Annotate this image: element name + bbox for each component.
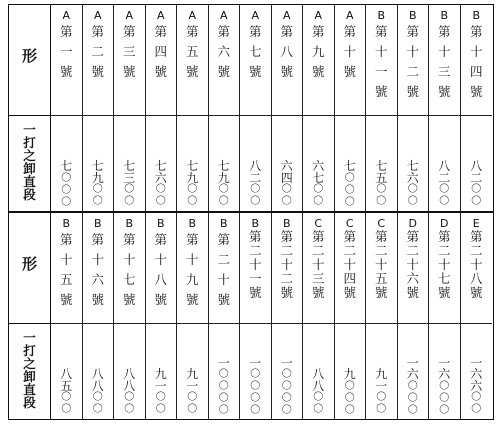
model-label <box>240 217 271 300</box>
series-letter: B <box>188 217 197 230</box>
series-letter: A <box>188 9 197 22</box>
column-bottom-5 <box>177 213 209 419</box>
model-label <box>51 9 82 82</box>
model-label <box>114 9 145 82</box>
column-bottom-8 <box>272 213 304 419</box>
column-top-11 <box>366 5 398 211</box>
model-label <box>303 217 334 300</box>
series-letter: D <box>408 217 417 230</box>
price-value: 七 六 〇 〇 <box>406 159 419 207</box>
column-bottom-1 <box>51 213 83 419</box>
column-top-7 <box>240 5 272 211</box>
model-number: 第 二 十 七 號 <box>437 229 451 300</box>
model-number: 第 十 二 號 <box>406 24 419 99</box>
model-number: 第 十 六 號 <box>91 232 104 307</box>
model-label <box>461 9 493 102</box>
price-value: 七 九 〇 〇 <box>217 159 230 207</box>
column-bottom-10 <box>335 213 367 419</box>
column-top-1 <box>51 5 83 211</box>
price-label: 一 打 之 卸 直 段 <box>23 330 36 410</box>
price-value: 一 六 六 〇 〇 <box>470 355 483 415</box>
price-value: 八 二 〇 〇 <box>249 159 262 207</box>
model-number: 第 四 號 <box>154 24 167 79</box>
table-block-lower <box>8 212 494 420</box>
series-letter: B <box>472 9 481 22</box>
column-bottom-11 <box>366 213 398 419</box>
row-header <box>9 213 51 419</box>
price-value: 六 四 〇 〇 <box>280 159 293 207</box>
model-label <box>272 9 303 82</box>
model-label <box>114 217 145 310</box>
column-bottom-9 <box>303 213 335 419</box>
series-letter: C <box>345 217 354 230</box>
series-letter: B <box>282 217 291 230</box>
series-letter: A <box>219 9 228 22</box>
model-label <box>335 9 366 82</box>
price-value: 一 〇 〇 〇 〇 <box>249 355 262 416</box>
model-label <box>177 9 208 82</box>
model-number: 第 九 號 <box>311 24 325 79</box>
series-letter: B <box>156 217 165 230</box>
model-number: 第 八 號 <box>280 24 293 79</box>
price-table <box>8 4 494 420</box>
column-top-9 <box>303 5 335 211</box>
column-top-6 <box>209 5 241 211</box>
model-label <box>177 217 208 310</box>
model-label <box>461 217 493 300</box>
price-value: 一 六 〇 〇 〇 <box>438 355 451 416</box>
price-value: 六 七 〇 〇 <box>312 159 325 207</box>
model-number: 第 六 號 <box>217 24 230 79</box>
model-number: 第 二 十 五 號 <box>374 229 388 300</box>
price-value: 七 六 〇 〇 <box>154 159 167 207</box>
series-letter: B <box>377 9 386 22</box>
series-letter: B <box>440 9 449 22</box>
model-number: 第 七 號 <box>248 24 262 79</box>
model-label <box>146 217 177 310</box>
price-value: 九 〇 〇 〇 <box>343 367 356 416</box>
column-top-10 <box>335 5 367 211</box>
series-letter: D <box>440 217 449 230</box>
model-number: 第 十 九 號 <box>185 232 199 307</box>
table-block-upper <box>8 4 494 212</box>
series-letter: C <box>377 217 386 230</box>
model-label <box>209 217 240 310</box>
column-bottom-14 <box>461 213 493 419</box>
price-value: 七 三 〇 〇 <box>123 159 136 207</box>
column-top-12 <box>398 5 430 211</box>
column-bottom-6 <box>209 213 241 419</box>
price-value: 七 九 〇 〇 <box>91 159 104 207</box>
model-number: 第 二 十 號 <box>217 232 230 307</box>
model-label <box>366 217 397 300</box>
model-number: 第 二 十 一 號 <box>248 229 262 300</box>
column-top-14 <box>461 5 493 211</box>
price-value: 八 八 〇 〇 <box>91 367 104 415</box>
model-label <box>398 9 429 102</box>
model-number: 第 十 四 號 <box>469 24 483 99</box>
column-top-3 <box>114 5 146 211</box>
model-label <box>240 9 271 82</box>
model-label <box>429 9 460 102</box>
column-top-4 <box>146 5 178 211</box>
model-label <box>51 217 82 310</box>
price-value: 七 九 〇 〇 <box>186 159 199 207</box>
model-number: 第 二 十 三 號 <box>311 229 325 300</box>
model-number: 第 一 號 <box>59 24 73 79</box>
column-bottom-2 <box>83 213 115 419</box>
column-bottom-3 <box>114 213 146 419</box>
model-label <box>303 9 334 82</box>
model-label <box>429 217 460 300</box>
price-value: 九 一 〇 〇 <box>375 367 388 415</box>
price-value: 一 〇 〇 〇 〇 <box>217 355 230 416</box>
model-number: 第 十 一 號 <box>374 24 388 99</box>
row-header <box>9 5 51 211</box>
series-letter: A <box>314 9 323 22</box>
series-letter: B <box>93 217 102 230</box>
price-value: 七 〇 〇 〇 <box>343 159 356 208</box>
series-letter: B <box>125 217 134 230</box>
column-bottom-12 <box>398 213 430 419</box>
price-value: 八 五 〇 〇 <box>60 367 73 415</box>
series-letter: B <box>219 217 228 230</box>
price-value: 九 一 〇 〇 <box>154 367 167 415</box>
series-letter: B <box>251 217 260 230</box>
series-letter: E <box>472 217 480 230</box>
model-label <box>366 9 397 102</box>
series-letter: A <box>345 9 354 22</box>
series-letter: A <box>125 9 134 22</box>
model-label <box>335 217 366 300</box>
model-number: 第 十 三 號 <box>437 24 451 99</box>
model-number: 第 三 號 <box>122 24 136 79</box>
price-value: 八 八 〇 〇 <box>312 367 325 415</box>
model-label <box>146 9 177 82</box>
model-label <box>209 9 240 82</box>
column-bottom-4 <box>146 213 178 419</box>
price-value: 八 八 〇 〇 <box>123 367 136 415</box>
column-top-8 <box>272 5 304 211</box>
series-letter: A <box>156 9 165 22</box>
form-label: 形 <box>21 47 37 65</box>
price-value: 一 〇 〇 〇 〇 <box>280 355 293 416</box>
column-top-13 <box>429 5 461 211</box>
price-value: 七 五 〇 〇 <box>375 159 388 207</box>
price-label: 一 打 之 卸 直 段 <box>23 122 36 202</box>
series-letter: B <box>62 217 71 230</box>
column-bottom-13 <box>429 213 461 419</box>
price-value: 七 〇 〇 〇 <box>60 159 73 208</box>
series-letter: B <box>408 9 417 22</box>
model-number: 第 二 十 四 號 <box>343 229 356 300</box>
model-label <box>83 9 114 82</box>
column-top-5 <box>177 5 209 211</box>
form-label: 形 <box>21 255 37 273</box>
model-number: 第 五 號 <box>185 24 199 79</box>
model-number: 第 十 八 號 <box>154 232 167 307</box>
price-value: 八 二 〇 〇 <box>470 159 483 207</box>
model-number: 第 二 十 二 號 <box>280 229 293 300</box>
column-top-2 <box>83 5 115 211</box>
model-label <box>272 217 303 300</box>
price-value: 一 六 〇 〇 〇 <box>406 355 419 416</box>
model-number: 第 二 十 八 號 <box>469 229 483 300</box>
model-number: 第 十 七 號 <box>122 232 136 307</box>
price-value: 八 二 〇 〇 <box>438 159 451 207</box>
model-number: 第 十 五 號 <box>59 232 73 307</box>
model-number: 第 二 號 <box>91 24 104 79</box>
model-label <box>83 217 114 310</box>
series-letter: A <box>62 9 71 22</box>
model-number: 第 十 號 <box>343 24 356 79</box>
series-letter: A <box>251 9 260 22</box>
column-bottom-7 <box>240 213 272 419</box>
series-letter: A <box>282 9 291 22</box>
series-letter: A <box>93 9 102 22</box>
series-letter: C <box>314 217 323 230</box>
model-number: 第 二 十 六 號 <box>406 229 419 300</box>
model-label <box>398 217 429 300</box>
price-value: 九 一 〇 〇 <box>186 367 199 415</box>
